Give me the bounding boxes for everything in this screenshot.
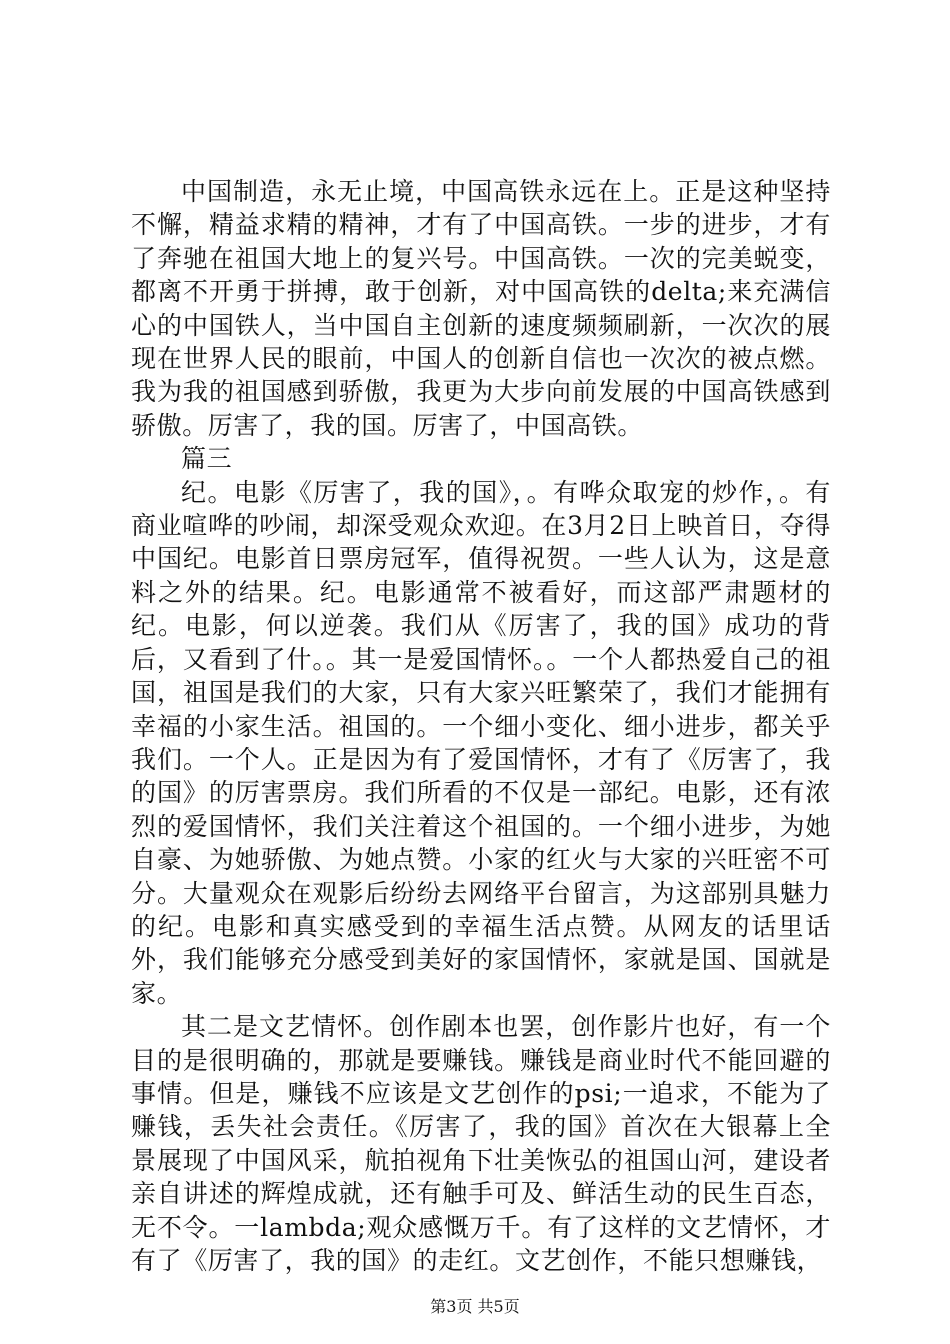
page-footer: 第3页 共5页 [430,1297,520,1316]
paragraph-patriotism: 纪。电影《厉害了，我的国》，。有哗众取宠的炒作，。有商业喧哗的吵闹，却深受观众欢迎。在3月2日上映首日，夺得中国纪。电影首日票房冠军，值得祝贺。一些人认为，这是意料之外的结果。纪。电影通常不被看好，而这部严肃题材的纪。电影，何以逆袭。我们从《厉害了，我的国》成功的背后，又看到了什。。其一是爱国情怀。。一个人都热爱自己的祖国，祖国是我们的大家，只有大家兴旺繁荣了，我们才能拥有幸福的小家生活。祖国的。一个细小变化、细小进步，都关乎我们。一个人。正是因为有了爱国情怀，才有了《厉害了，我的国》的厉害票房。我们所看的不仅是一部纪。电影，还有浓烈的爱国情怀，我们关注着这个祖国的。一个细小进步，为她自豪、为她骄傲、为她点赞。小家的红火与大家的兴旺密不可分。大量观众在观影后纷纷去网络平台留言，为这部别具魅力的纪。电影和真实感受到的幸福生活点赞。从网友的话里话外，我们能够充分感受到美好的家国情怀，家就是国、国就是家。 [131,477,831,1008]
paragraph-artistic-sentiment: 其二是文艺情怀。创作剧本也罢，创作影片也好，有一个目的是很明确的，那就是要赚钱。赚钱是商业时代不能回避的事情。但是，赚钱不应该是文艺创作的psi;一追求，不能为了赚钱，丢失社会责任。《厉害了，我的国》首次在大银幕上全景展现了中国风采，航拍视角下壮美恢弘的祖国山河，建设者亲自讲述的辉煌成就，还有触手可及、鲜活生动的民生百态，无不令。一lambda;观众感慨万千。有了这样的文艺情怀，才有了《厉害了，我的国》的走红。文艺创作，不能只想赚钱， [131,1012,831,1275]
document-body [131,175,831,1277]
paragraph-high-speed-rail: 中国制造，永无止境，中国高铁永远在上。正是这种坚持不懈，精益求精的精神，才有了中国高铁。一步的进步，才有了奔驰在祖国大地上的复兴号。中国高铁。一次的完美蜕变，都离不开勇于拼搏，敢于创新，对中国高铁的delta;来充满信心的中国铁人，当中国自主创新的速度频频刷新，一次次的展现在世界人民的眼前，中国人的创新自信也一次次的被点燃。我为我的祖国感到骄傲，我更为大步向前发展的中国高铁感到骄傲。厉害了，我的国。厉害了，中国高铁。 [131,177,831,440]
section-heading: 篇三 [181,444,233,474]
